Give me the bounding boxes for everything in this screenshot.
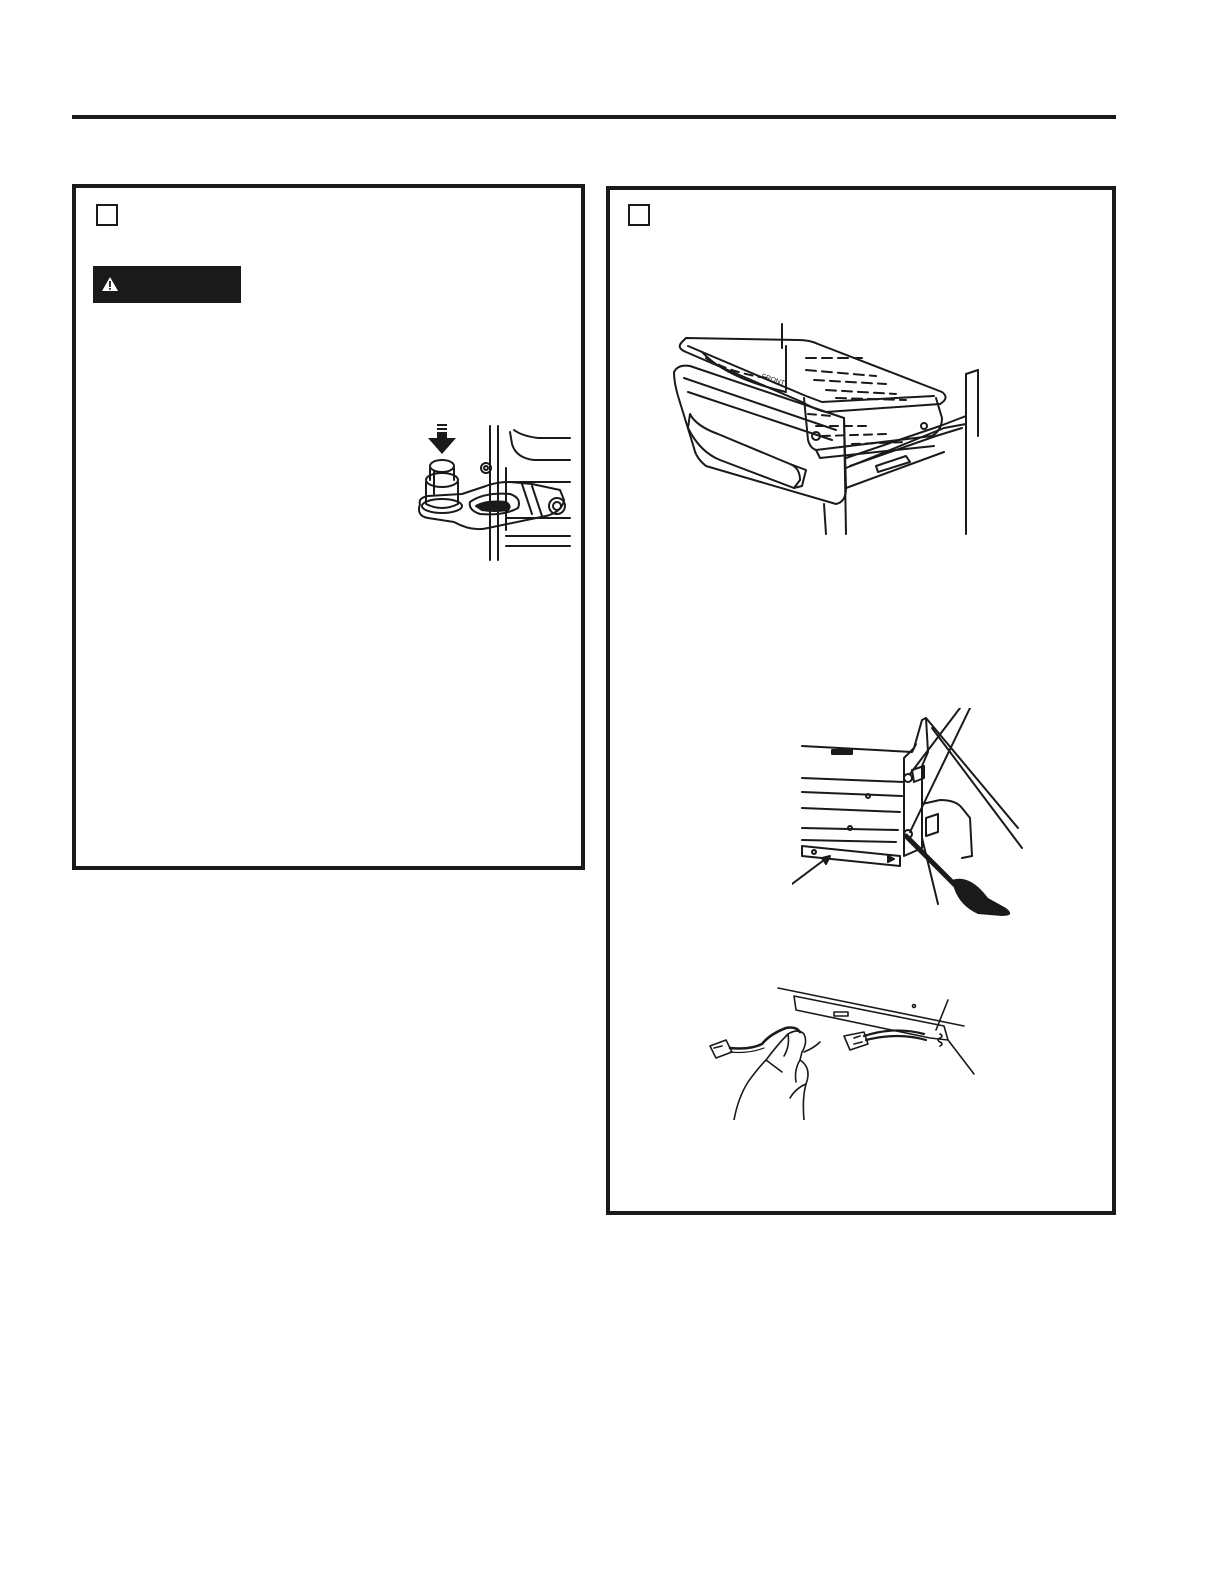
header-rule (72, 115, 1116, 119)
step-number-box (96, 204, 118, 226)
step-number-box (628, 204, 650, 226)
warning-badge (93, 266, 241, 303)
step-panel-right (606, 186, 1116, 1215)
warning-triangle-icon (101, 276, 119, 292)
step-panel-left (72, 184, 585, 870)
wire-harness-illustration (704, 986, 984, 1120)
hinge-pin-illustration (414, 424, 572, 562)
drawer-basket-illustration (666, 318, 986, 536)
svg-text:FRONT: FRONT (760, 373, 786, 388)
bracket-screw-illustration (792, 708, 1032, 918)
down-arrow-icon (428, 424, 456, 454)
